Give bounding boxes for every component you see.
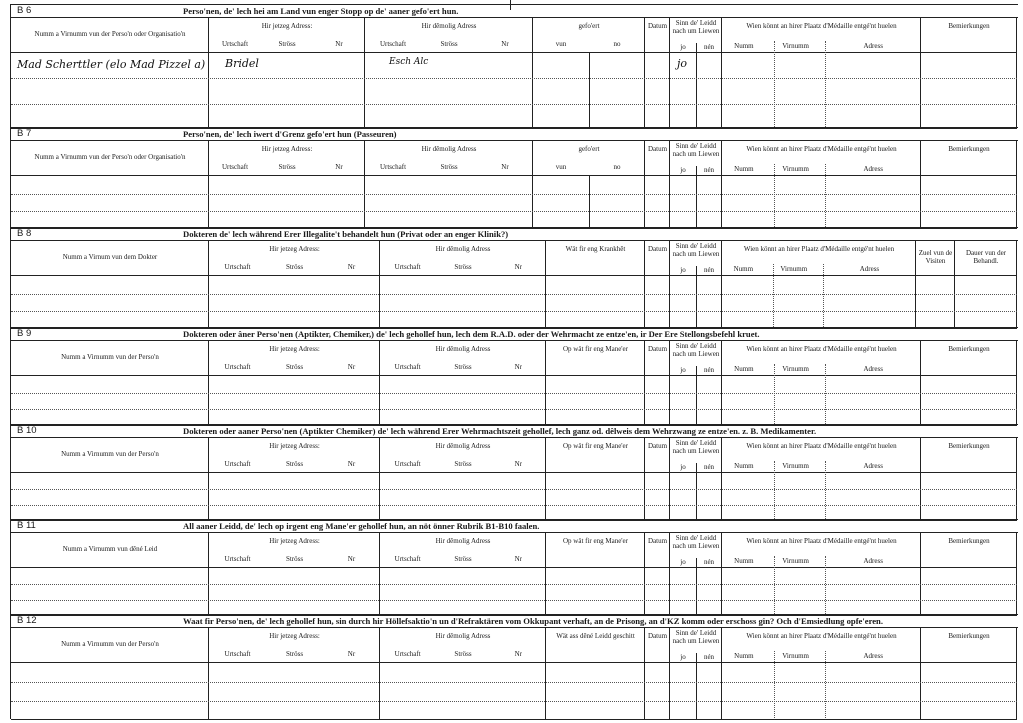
- current-place-label: Urtschaft: [224, 555, 251, 563]
- current-number-label: Nr: [335, 40, 343, 48]
- name-column-label: Numm a Virnumm vun der Perso'n oder Organisatio'n: [34, 153, 186, 161]
- entry-line[interactable]: [11, 505, 1017, 506]
- mid-column-label: Op wät fir eng Mane'er: [562, 442, 628, 450]
- former-number-label: Nr: [501, 163, 509, 171]
- section-b10: [10, 424, 1018, 520]
- former-place-label: Urtschaft: [394, 460, 421, 468]
- mid-from-label: vun: [555, 40, 567, 48]
- entry-cell-cur: [209, 376, 380, 426]
- alive-no-label: nén: [703, 366, 715, 374]
- remarks-label: Bemierkungen: [948, 632, 990, 640]
- current-number-label: Nr: [347, 363, 356, 371]
- section-id: B 7: [17, 128, 32, 139]
- entry-cell-rem: [921, 473, 1017, 521]
- entry-cell-mid: [533, 53, 645, 129]
- recipient-firstname-label: Virnumm: [782, 462, 810, 470]
- date-label: Datum: [647, 537, 668, 545]
- recipient-address-label: Adress: [863, 652, 883, 660]
- alive-yes-label: jo: [680, 366, 686, 374]
- current-place-label: Urtschaft: [224, 363, 251, 371]
- section-title: All aaner Leidd, de' lech op irgent eng Mane'er gehollef hun, an nöt önner Rubrik B1-B10 faalen.: [183, 521, 540, 531]
- name-column-label: Numm a Virnumm vun dêné Leid: [62, 545, 158, 553]
- section-header: [11, 128, 1018, 141]
- date-label: Datum: [647, 245, 668, 253]
- current-street-label: Ströss: [278, 40, 296, 48]
- entry-cell-sense: [670, 663, 722, 720]
- entry-cell-sense: [670, 376, 722, 426]
- current-place-label: Urtschaft: [221, 163, 249, 171]
- entry-cell-name: [11, 376, 209, 426]
- entry-line[interactable]: [11, 600, 1017, 601]
- former-number-label: Nr: [514, 650, 523, 658]
- former-place-label: Urtschaft: [394, 363, 421, 371]
- recipient-surname-label: Numm: [734, 365, 754, 373]
- recipient-firstname-label: Virnumm: [782, 42, 810, 50]
- entry-line[interactable]: [11, 294, 1017, 295]
- entry-cell-sense: [670, 276, 722, 329]
- entry-cell-cur: [209, 473, 380, 521]
- entry-cell-name: [11, 276, 209, 329]
- recipient-firstname-label: Virnumm: [782, 165, 810, 173]
- section-title: Perso'nen, de' lech iwert d'Grenz gefo'ert hun (Passeuren): [183, 129, 397, 139]
- section-grid: [11, 438, 1018, 521]
- recipient-firstname-label: Virnumm: [782, 557, 810, 565]
- current-place-label: Urtschaft: [224, 263, 251, 271]
- mid-column-label: Wät ass dêné Leidd geschitt: [556, 632, 635, 640]
- date-label: Datum: [647, 442, 668, 450]
- entry-cell-date: [645, 663, 670, 720]
- entry-cell-cur: [209, 663, 380, 720]
- section-id: B 11: [17, 520, 36, 531]
- name-column-label: Numm a Virnum vun dem Dokter: [62, 253, 158, 261]
- section-header: [11, 5, 1018, 18]
- current-address-label: Hir jetzeg Adress:: [269, 632, 320, 640]
- visit-count-label: Zuel vun de Visiten: [918, 249, 953, 265]
- entry-cell-name: [11, 473, 209, 521]
- recipient-firstname-label: Virnumm: [782, 365, 810, 373]
- handwritten-name: Mad Scherttler (elo Mad Pizzel a): [17, 58, 206, 71]
- recipient-firstname-label: Virnumm: [782, 652, 810, 660]
- entry-cell-who: [722, 473, 921, 521]
- recipient-surname-label: Numm: [734, 557, 754, 565]
- former-street-label: Ströss: [440, 163, 458, 171]
- former-street-label: Ströss: [454, 650, 472, 658]
- entry-line[interactable]: [11, 194, 1017, 195]
- alive-no-label: nén: [703, 43, 715, 51]
- name-column-label: Numm a Virnumm vun der Perso'n oder Organisatio'n: [34, 30, 186, 38]
- entry-cell-e2: [955, 276, 1017, 329]
- current-street-label: Ströss: [278, 163, 296, 171]
- remarks-label: Bemierkungen: [948, 345, 990, 353]
- section-header: [11, 425, 1018, 438]
- entry-cell-date: [645, 53, 670, 129]
- medal-recipient-label: Wien könnt an hirer Plaatz d'Médaille entgé'nt huelen: [743, 245, 895, 253]
- section-id: B 10: [17, 425, 37, 436]
- section-grid: [11, 141, 1018, 229]
- entry-cell-mid: [546, 376, 645, 426]
- entry-cell-who: [722, 176, 921, 229]
- former-number-label: Nr: [514, 363, 523, 371]
- former-street-label: Ströss: [454, 555, 472, 563]
- entry-cell-date: [645, 276, 670, 329]
- mid-column-label: Op wät fir eng Mane'er: [562, 537, 628, 545]
- mid-column-label: gefo'ert: [578, 22, 600, 30]
- entry-cell-cur: [209, 568, 380, 616]
- entry-cell-who: [722, 376, 921, 426]
- alive-label: Sinn de' Leidd nach um Liewen: [672, 19, 720, 35]
- current-street-label: Ströss: [285, 363, 304, 371]
- former-number-label: Nr: [501, 40, 509, 48]
- former-address-label: Hir dêmolig Adress: [421, 22, 477, 30]
- section-title: Dokteren oder âner Perso'nen (Aptikter, Chemiker,) de' lech gehollef hun, lech dem R.A.D. oder der Wehrmacht ze entze'en, ir Der Ere Stellongsbefehl kruet.: [183, 329, 760, 339]
- former-place-label: Urtschaft: [394, 263, 421, 271]
- section-grid: [11, 241, 1018, 329]
- medal-recipient-label: Wien könnt an hirer Plaatz d'Médaille entgé'nt huelen: [746, 145, 897, 153]
- date-label: Datum: [647, 145, 668, 153]
- entry-cell-mid: [546, 568, 645, 616]
- entry-cell-rem: [921, 568, 1017, 616]
- section-grid: [11, 341, 1018, 426]
- entry-cell-mid: [546, 473, 645, 521]
- section-id: B 6: [17, 5, 32, 16]
- former-address-label: Hir dêmolig Adress: [435, 442, 491, 450]
- section-header: [11, 615, 1018, 628]
- former-street-label: Ströss: [440, 40, 458, 48]
- current-address-label: Hir jetzeg Adress:: [269, 537, 320, 545]
- alive-label: Sinn de' Leidd nach um Liewen: [672, 534, 720, 550]
- entry-cell-cur: [209, 176, 365, 229]
- alive-yes-label: jo: [680, 558, 686, 566]
- recipient-address-label: Adress: [859, 265, 880, 273]
- alive-yes-label: jo: [680, 43, 686, 51]
- current-place-label: Urtschaft: [224, 460, 251, 468]
- alive-label: Sinn de' Leidd nach um Liewen: [672, 342, 720, 358]
- former-number-label: Nr: [514, 263, 523, 271]
- entry-line[interactable]: [11, 393, 1017, 394]
- entry-cell-rem: [921, 376, 1017, 426]
- former-number-label: Nr: [514, 460, 523, 468]
- section-id: B 9: [17, 328, 32, 339]
- entry-cell-date: [645, 176, 670, 229]
- remarks-label: Bemierkungen: [948, 22, 990, 30]
- mid-from-label: vun: [555, 163, 567, 171]
- section-id: B 8: [17, 228, 32, 239]
- section-title: Perso'nen, de' lech hei am Land vun enger Stopp op de' aaner gefo'ert hun.: [183, 6, 459, 16]
- alive-yes-label: jo: [680, 463, 686, 471]
- entry-line[interactable]: [11, 682, 1017, 683]
- recipient-address-label: Adress: [863, 42, 883, 50]
- entry-cell-form: [380, 276, 546, 329]
- current-street-label: Ströss: [285, 650, 304, 658]
- entry-cell-form: [380, 663, 546, 720]
- entry-cell-rem: [921, 176, 1017, 229]
- entry-cell-e1: [916, 276, 955, 329]
- date-label: Datum: [647, 22, 668, 30]
- section-b11: [10, 519, 1018, 615]
- current-street-label: Ströss: [285, 263, 304, 271]
- handwritten-former-place: Esch Alc: [389, 57, 429, 67]
- mid-column-label: Wät fir eng Krankhêt: [565, 245, 626, 253]
- medal-recipient-label: Wien könnt an hirer Plaatz d'Médaille entgé'nt huelen: [746, 537, 897, 545]
- date-label: Datum: [647, 345, 668, 353]
- recipient-address-label: Adress: [863, 165, 883, 173]
- former-street-label: Ströss: [454, 263, 472, 271]
- former-place-label: Urtschaft: [394, 650, 421, 658]
- current-address-label: Hir jetzeg Adress:: [261, 22, 313, 30]
- handwritten-current-place: Bridel: [225, 57, 259, 70]
- section-grid: [11, 628, 1018, 720]
- entry-cell-form: [365, 176, 533, 229]
- entry-line[interactable]: [11, 211, 1017, 212]
- entry-cell-sense: [670, 473, 722, 521]
- mid-column-label: gefo'ert: [578, 145, 600, 153]
- treatment-duration-label: Dauer vun der Behandl.: [965, 249, 1007, 265]
- former-place-label: Urtschaft: [379, 163, 407, 171]
- section-b9: [10, 327, 1018, 425]
- section-header: [11, 520, 1018, 533]
- section-title: Waat fir Perso'nen, de' lech gehollef hun, sin durch hir Höllefsaktio'n un d'Refraktären vom Okkupant verhaft, an de Prisong, an d'KZ komm oder erschoss gin? Och d'Emsiedlung opfe'eren.: [183, 616, 883, 626]
- current-address-label: Hir jetzeg Adress:: [269, 442, 320, 450]
- entry-cell-who: [722, 276, 916, 329]
- section-grid: [11, 533, 1018, 616]
- section-title: Dokteren oder aaner Perso'nen (Aptikter Chemiker) de' lech während Erer Wehrmachtszeit gehollef, lech ganz od. dêlweis dem Wehrzwang ze entze'en. z. B. Medikamenter.: [183, 426, 817, 436]
- entry-cell-who: [722, 568, 921, 616]
- entry-cell-mid: [533, 176, 645, 229]
- current-address-label: Hir jetzeg Adress:: [269, 245, 320, 253]
- recipient-address-label: Adress: [863, 365, 883, 373]
- entry-cell-form: [380, 473, 546, 521]
- former-address-label: Hir dêmolig Adress: [435, 345, 491, 353]
- section-b8: [10, 227, 1018, 328]
- former-address-label: Hir dêmolig Adress: [421, 145, 477, 153]
- name-column-label: Numm a Virnumm vun der Perso'n: [61, 450, 159, 458]
- section-header: [11, 228, 1018, 241]
- former-address-label: Hir dêmolig Adress: [435, 632, 491, 640]
- former-address-label: Hir dêmolig Adress: [435, 245, 491, 253]
- entry-cell-sense: [670, 568, 722, 616]
- medal-recipient-label: Wien könnt an hirer Plaatz d'Médaille entgé'nt huelen: [746, 22, 897, 30]
- entry-cell-sense: [670, 176, 722, 229]
- mid-to-label: no: [613, 163, 621, 171]
- section-b12: [10, 614, 1018, 719]
- entry-cell-cur: [209, 276, 380, 329]
- current-number-label: Nr: [347, 460, 356, 468]
- remarks-label: Bemierkungen: [948, 442, 990, 450]
- medal-recipient-label: Wien könnt an hirer Plaatz d'Médaille entgé'nt huelen: [746, 345, 897, 353]
- entry-line[interactable]: [11, 701, 1017, 702]
- alive-no-label: nén: [703, 558, 715, 566]
- section-grid: [11, 18, 1018, 129]
- entry-cell-form: [380, 568, 546, 616]
- recipient-surname-label: Numm: [734, 42, 754, 50]
- section-id: B 12: [17, 615, 37, 626]
- entry-cell-mid: [546, 276, 645, 329]
- section-title: Dokteren de' lech während Erer Illegalite't behandelt hun (Privat oder an enger Klinik?): [183, 229, 509, 239]
- former-number-label: Nr: [514, 555, 523, 563]
- medal-recipient-label: Wien könnt an hirer Plaatz d'Médaille entgé'nt huelen: [746, 442, 897, 450]
- entry-cell-date: [645, 568, 670, 616]
- entry-line[interactable]: [11, 489, 1017, 490]
- former-street-label: Ströss: [454, 363, 472, 371]
- entry-cell-mid: [546, 663, 645, 720]
- alive-yes-label: jo: [680, 166, 686, 174]
- entry-cell-who: [722, 663, 921, 720]
- alive-label: Sinn de' Leidd nach um Liewen: [672, 629, 720, 645]
- current-number-label: Nr: [347, 555, 356, 563]
- mid-to-label: no: [613, 40, 621, 48]
- alive-no-label: nén: [703, 463, 715, 471]
- entry-line[interactable]: [11, 311, 1017, 312]
- entry-cell-rem: [921, 663, 1017, 720]
- current-number-label: Nr: [347, 650, 356, 658]
- section-b6: [10, 4, 1018, 128]
- entry-cell-form: [380, 376, 546, 426]
- recipient-surname-label: Numm: [734, 462, 754, 470]
- former-address-label: Hir dêmolig Adress: [435, 537, 491, 545]
- recipient-surname-label: Numm: [733, 265, 754, 273]
- current-number-label: Nr: [335, 163, 343, 171]
- entry-line[interactable]: [11, 78, 1017, 79]
- entry-cell-name: [11, 568, 209, 616]
- alive-label: Sinn de' Leidd nach um Liewen: [672, 439, 720, 455]
- alive-label: Sinn de' Leidd nach um Liewen: [672, 242, 720, 258]
- section-header: [11, 328, 1018, 341]
- entry-cell-date: [645, 376, 670, 426]
- current-place-label: Urtschaft: [224, 650, 251, 658]
- entry-cell-date: [645, 473, 670, 521]
- recipient-firstname-label: Virnumm: [780, 265, 808, 273]
- entry-cell-name: [11, 663, 209, 720]
- recipient-surname-label: Numm: [734, 652, 754, 660]
- recipient-address-label: Adress: [863, 462, 883, 470]
- handwritten-yes-mark: jo: [677, 57, 688, 70]
- name-column-label: Numm a Virnumm vun der Perso'n: [61, 640, 159, 648]
- alive-yes-label: jo: [680, 266, 686, 274]
- alive-no-label: nén: [703, 166, 715, 174]
- mid-column-label: Op wät fir eng Mane'er: [562, 345, 628, 353]
- former-street-label: Ströss: [454, 460, 472, 468]
- entry-cell-name: [11, 176, 209, 229]
- alive-label: Sinn de' Leidd nach um Liewen: [672, 142, 720, 158]
- current-number-label: Nr: [347, 263, 356, 271]
- remarks-label: Bemierkungen: [948, 145, 990, 153]
- recipient-surname-label: Numm: [734, 165, 754, 173]
- current-street-label: Ströss: [285, 460, 304, 468]
- alive-no-label: nén: [703, 266, 715, 274]
- date-label: Datum: [647, 632, 668, 640]
- current-street-label: Ströss: [285, 555, 304, 563]
- former-place-label: Urtschaft: [394, 555, 421, 563]
- alive-yes-label: jo: [680, 653, 686, 661]
- recipient-address-label: Adress: [863, 557, 883, 565]
- section-b7: [10, 127, 1018, 228]
- alive-no-label: nén: [703, 653, 715, 661]
- current-address-label: Hir jetzeg Adress:: [269, 345, 320, 353]
- current-address-label: Hir jetzeg Adress:: [261, 145, 313, 153]
- medal-recipient-label: Wien könnt an hirer Plaatz d'Médaille entgé'nt huelen: [746, 632, 897, 640]
- entry-line[interactable]: [11, 104, 1017, 105]
- current-place-label: Urtschaft: [221, 40, 249, 48]
- entry-line[interactable]: [11, 409, 1017, 410]
- entry-cell-rem: [921, 53, 1017, 129]
- entry-line[interactable]: [11, 584, 1017, 585]
- former-place-label: Urtschaft: [379, 40, 407, 48]
- remarks-label: Bemierkungen: [948, 537, 990, 545]
- entry-cell-who: [722, 53, 921, 129]
- name-column-label: Numm a Virnumm vun der Perso'n: [61, 353, 159, 361]
